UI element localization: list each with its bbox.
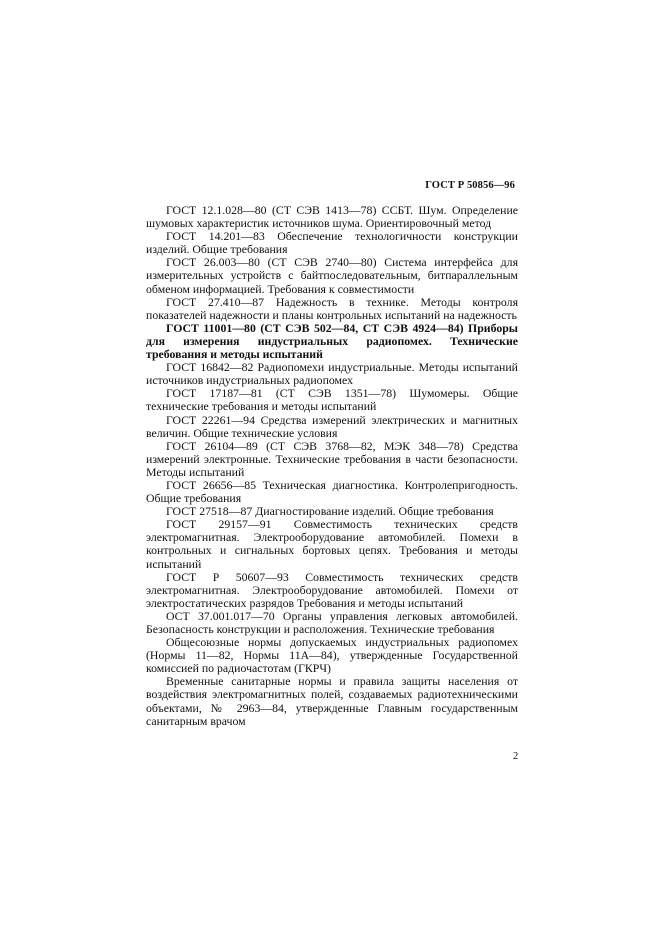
reference-gost-11001: ГОСТ 11001—80 (СТ СЭВ 502—84, СТ СЭВ 4924—84) Приборы для измерения индустриальных радиопомех. Технические требования и методы испытаний — [146, 320, 518, 362]
reference-radio-interference-norms: Общесоюзные нормы допускаемых индустриальных радиопомех (Нормы 11—82, Нормы 11А—84), утвержденные Государственной комиссией по радиочастотам (ГКРЧ) — [146, 635, 518, 676]
reference-gost-26-003: ГОСТ 26.003—80 (СТ СЭВ 2740—80) Система интерфейса для измерительных устройств с байтпоследовательным, битпараллельным обменом информацией. Требования к совместимости — [146, 255, 518, 296]
reference-gost-12-1-028: ГОСТ 12.1.028—80 (СТ СЭВ 1413—78) ССБТ. Шум. Определение шумовых характеристик источников шума. Ориентировочный метод — [146, 203, 518, 231]
reference-gost-22261: ГОСТ 22261—94 Средства измерений электрических и магнитных величин. Общие технические условия — [146, 412, 518, 440]
page-number: 2 — [513, 751, 519, 762]
references-list — [146, 204, 518, 728]
reference-gost-17187: ГОСТ 17187—81 (СТ СЭВ 1351—78) Шумомеры. Общие технические требования и методы испытаний — [146, 386, 518, 414]
reference-sanitary-norms: Временные санитарные нормы и правила защиты населения от воздействия электромагнитных полей, создаваемых радиотехническими объектами, № 2963—84, утвержденные Главным государственным санитарным врачом — [146, 674, 518, 728]
reference-gost-26104: ГОСТ 26104—89 (СТ СЭВ 3768—82, МЭК 348—78) Средства измерений электронные. Технические требования в части безопасности. Методы испытаний — [146, 438, 518, 479]
reference-gost-27-410: ГОСТ 27.410—87 Надежность в технике. Методы контроля показателей надежности и планы контрольных испытаний на надежность — [146, 294, 518, 322]
reference-gost-29157: ГОСТ 29157—91 Совместимость технических средств электромагнитная. Электрооборудование автомобилей. Помехи в контрольных и сигнальных бортовых цепях. Требования и методы испытаний — [146, 517, 518, 571]
reference-gost-14-201: ГОСТ 14.201—83 Обеспечение технологичности конструкции изделий. Общие требования — [146, 229, 518, 257]
reference-gost-16842: ГОСТ 16842—82 Радиопомехи индустриальные. Методы испытаний источников индустриальных радиопомех — [146, 360, 518, 388]
reference-gost-27518: ГОСТ 27518—87 Диагностирование изделий. Общие требования — [166, 504, 494, 519]
reference-gost-r-50607: ГОСТ Р 50607—93 Совместимость технических средств электромагнитная. Электрооборудование автомобилей. Помехи от электростатических разрядов Требования и методы испытаний — [146, 569, 518, 610]
reference-ost-37-001-017: ОСТ 37.001.017—70 Органы управления легковых автомобилей. Безопасность конструкции и расположения. Технические требования — [146, 608, 518, 636]
reference-gost-26656: ГОСТ 26656—85 Техническая диагностика. Контролепригодность. Общие требования — [146, 477, 518, 506]
document-code-header: ГОСТ Р 50856—96 — [425, 180, 515, 191]
